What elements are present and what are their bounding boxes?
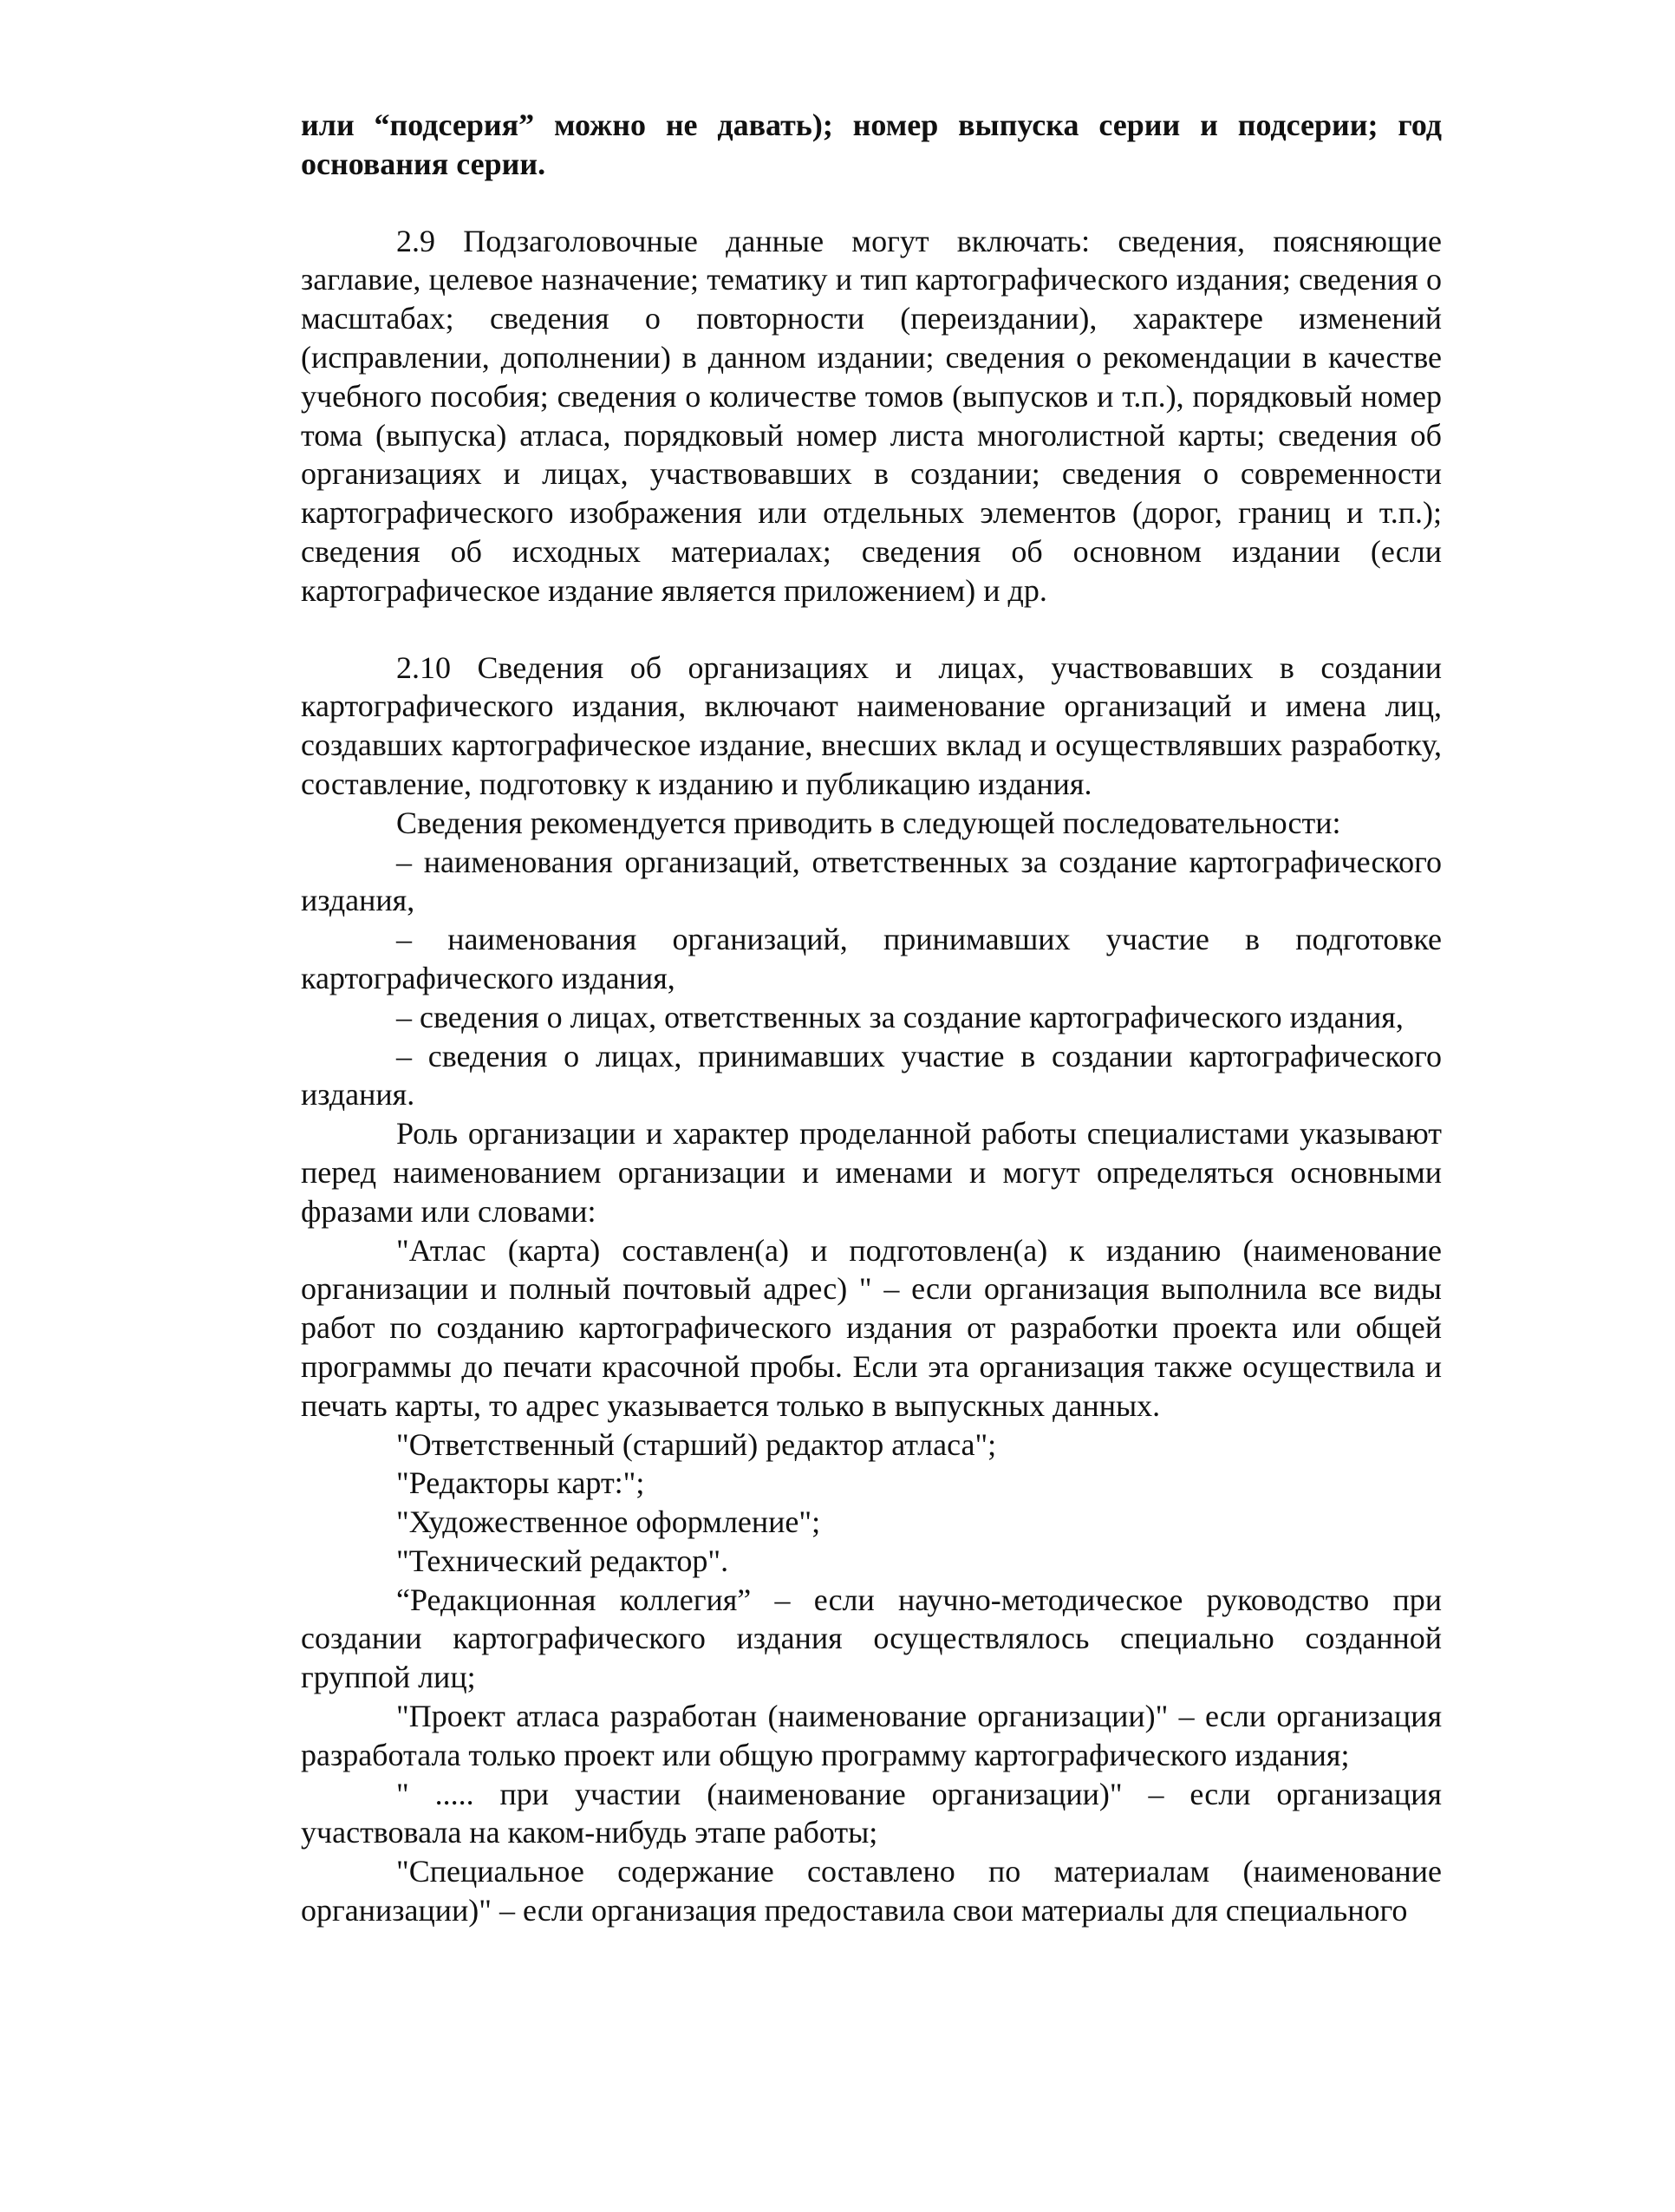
list-item-participating-persons: – сведения о лицах, принимавших участие в создании картографического издания. — [301, 1038, 1442, 1113]
paragraph-sequence-intro: Сведения рекомендуется приводить в следующей последовательности: — [396, 805, 1341, 840]
paragraph-project-developed: "Проект атласа разработан (наименование организации)" – если организация разработала только проект или общую программу картографического издания; — [301, 1699, 1442, 1772]
paragraph-special-content: "Специальное содержание составлено по материалам (наименование организации)" – если организация предоставила свои материалы для специального — [301, 1854, 1442, 1928]
paragraph-series-continuation: или “подсерия” можно не давать); номер выпуска серии и подсерии; год основания серии. — [301, 108, 1442, 181]
phrase-art-design: "Художественное оформление"; — [396, 1504, 821, 1540]
phrase-map-editors: "Редакторы карт:"; — [396, 1465, 645, 1501]
paragraph-2-10-organizations: 2.10 Сведения об организациях и лицах, участвовавших в создании картографического издания, включают наименование организаций и имена лиц, создавших картографическое издание, внесших вклад и осуществлявших разработку, составление, подготовку к изданию и публикацию издания. — [301, 649, 1442, 801]
paragraph-editorial-board: “Редакционная коллегия” – если научно-методическое руководство при создании картографического издания осуществлялось специально созданной группой лиц; — [301, 1582, 1442, 1695]
document-body — [301, 106, 1442, 1930]
phrase-technical-editor: "Технический редактор". — [396, 1543, 729, 1578]
paragraph-with-participation: " ..... при участии (наименование организации)" – если организация участвовала на каком-нибудь этапе работы; — [301, 1776, 1442, 1850]
list-item-responsible-persons: – сведения о лицах, ответственных за создание картографического издания, — [396, 999, 1404, 1034]
phrase-chief-editor: "Ответственный (старший) редактор атласа"; — [396, 1426, 997, 1462]
paragraph-atlas-compiled: "Атлас (карта) составлен(а) и подготовлен(а) к изданию (наименование организации и полный почтовый адрес) " – если организация выполнила все виды работ по созданию картографического издания от разработки проекта или общей программы до печати красочной пробы. Если эта организация также осуществила и печать карты, то адрес указывается только в выпускных данных. — [301, 1232, 1442, 1423]
paragraph-role-phrases: Роль организации и характер проделанной работы специалистами указывают перед наименованием организации и именами и могут определяться основными фразами или словами: — [301, 1116, 1442, 1229]
paragraph-2-9-subtitle-data: 2.9 Подзаголовочные данные могут включать: сведения, поясняющие заглавие, целевое назначение; тематику и тип картографического издания; сведения о масштабах; сведения о повторности (переиздании), характере изменений (исправлении, дополнении) в данном издании; сведения о рекомендации в качестве учебного пособия; сведения о количестве томов (выпусков и т.п.), порядковый номер тома (выпуска) атласа, порядковый номер листа многолистной карты; сведения об организациях и лицах, участвовавших в создании; сведения о современности картографического изображения или отдельных элементов (дорог, границ и т.п.); сведения об исходных материалах; сведения об основном издании (если картографическое издание является приложением) и др. — [301, 223, 1442, 608]
list-item-responsible-organizations: – наименования организаций, ответственных за создание картографического издания, — [301, 844, 1442, 918]
list-item-participating-organizations: – наименования организаций, принимавших участие в подготовке картографического издания, — [301, 922, 1442, 995]
